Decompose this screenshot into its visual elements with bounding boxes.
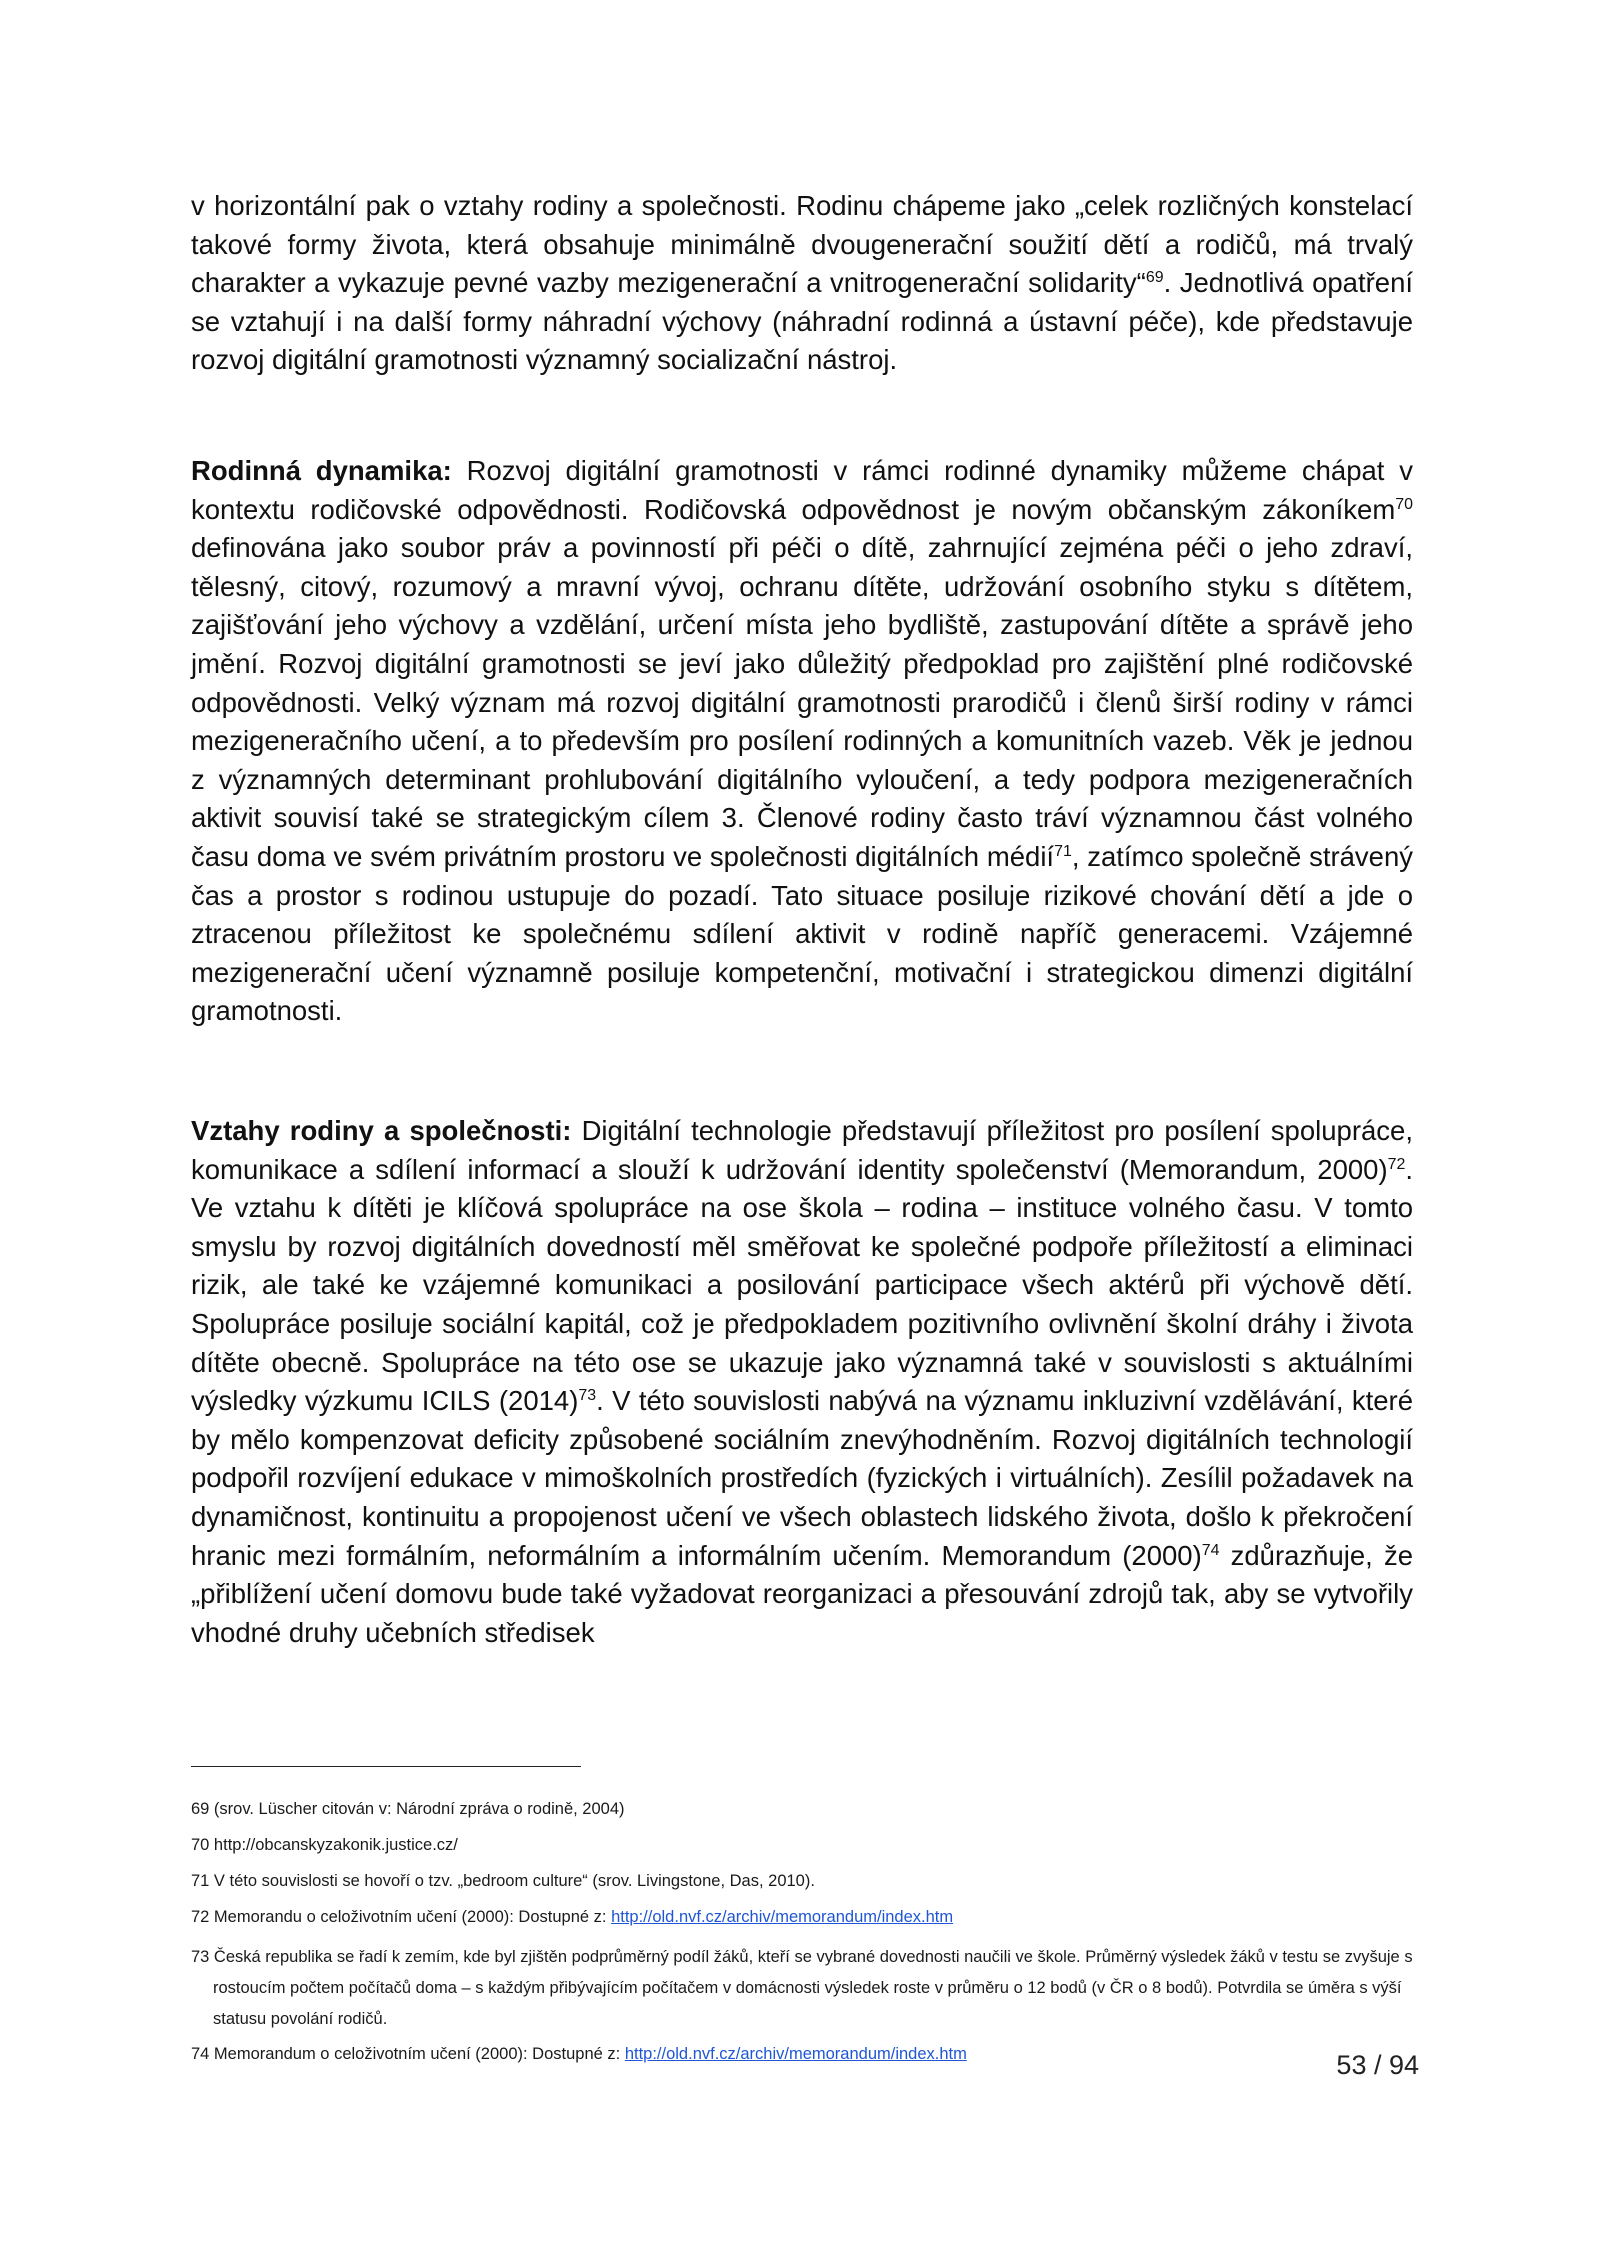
paragraph-text: zdůrazňuje, že „přiblížení učení domovu bude také vyžadovat reorganizaci a přesouvání zdrojů tak, aby se vytvořily vhodné druhy učebních středisek bbox=[191, 1539, 1413, 1648]
footnote-69: 69 (srov. Lüscher citován v: Národní zpráva o rodině, 2004) bbox=[191, 1800, 625, 1818]
footnote-text: 72 Memorandu o celoživotním učení (2000): Dostupné z: bbox=[191, 1908, 612, 1926]
paragraph-text: v horizontální pak o vztahy rodiny a společnosti. Rodinu chápeme jako „celek rozličných konstelací takové formy života, která obsahuje minimálně dvougenerační soužití dětí a rodičů, má trvalý charakter a vykazuje pevné vazby mezigenerační a vnitrogenerační solidarity“ bbox=[191, 190, 1413, 299]
paragraph-text: definována jako soubor práv a povinností při péči o dítě, zahrnující zejména péči o jeho zdraví, tělesný, citový, rozumový a mravní vývoj, ochranu dítěte, udržování osobního styku s dítětem, zajišťování jeho výchovy a vzdělání, určení místa jeho bydliště, zastupování dítěte a správě jeho jmění. Rozvoj digitální gramotnosti se jeví jako důležitý předpoklad pro zajištění plné rodičovské odpovědnosti. Velký význam má rozvoj digitální gramotnosti prarodičů i členů širší rodiny v rámci mezigeneračního učení, a to především pro posílení rodinných a komunitních vazeb. Věk je jednou z významných determinant prohlubování digitálního vyloučení, a tedy podpora mezigeneračních aktivit souvisí také se strategickým cílem 3. Členové rodiny často tráví významnou část volného času doma ve svém privátním prostoru ve společnosti digitálních médií bbox=[191, 532, 1413, 872]
page-number: 53 / 94 bbox=[1336, 2050, 1419, 2080]
footnote-ref-70[interactable]: 70 bbox=[1395, 495, 1413, 513]
footnote-text: 74 Memorandum o celoživotním učení (2000): Dostupné z: bbox=[191, 2045, 625, 2063]
footnote-ref-71[interactable]: 71 bbox=[1054, 843, 1072, 861]
footnote-ref-74[interactable]: 74 bbox=[1201, 1541, 1220, 1559]
footnote-71: 71 V této souvislosti se hovoří o tzv. „bedroom culture“ (srov. Livingstone, Das, 2010). bbox=[191, 1872, 815, 1890]
footnote-ref-69[interactable]: 69 bbox=[1145, 269, 1164, 287]
footnotes-section bbox=[191, 1798, 1413, 2079]
paragraph-family-dynamics bbox=[191, 452, 1413, 1031]
paragraph-text: . V této souvislosti nabývá na významu inkluzivní vzdělávání, které by mělo kompenzovat deficity způsobené sociálním znevýhodněním. Rozvoj digitálních technologií podpořil rozvíjení edukace v mimoškolních prostředích (fyzických i virtuálních). Zesílil požadavek na dynamičnost, kontinuitu a propojenost učení ve všech oblastech lidského života, došlo k překročení hranic mezi formálním, neformálním a informálním učením. Memorandum (2000) bbox=[191, 1385, 1413, 1571]
footnote-72 bbox=[191, 1906, 1413, 1928]
memorandum-link[interactable]: http://old.nvf.cz/archiv/memorandum/index.htm bbox=[624, 2045, 967, 2063]
footnote-ref-73[interactable]: 73 bbox=[578, 1387, 597, 1405]
footnote-separator bbox=[191, 1766, 581, 1767]
paragraph-text: . Ve vztahu k dítěti je klíčová spolupráce na ose škola – rodina – instituce volného času. V tomto smyslu by rozvoj digitálních dovedností měl směřovat ke společné podpoře příležitostí a eliminaci rizik, ale také ke vzájemné komunikaci a posilování participace všech aktérů při výchově dětí. Spolupráce posiluje sociální kapitál, což je předpokladem pozitivního ovlivnění školní dráhy i života dítěte obecně. Spolupráce na této ose se ukazuje jako významná také v souvislosti s aktuálními výsledky výzkumu ICILS (2014) bbox=[191, 1153, 1413, 1417]
paragraph-text: Digitální technologie představují příležitost pro posílení spolupráce, komunikace a sdílení informací a slouží k udržování identity společenství (Memorandum, 2000) bbox=[191, 1115, 1413, 1185]
paragraph-text: , zatímco společně strávený čas a prostor s rodinou ustupuje do pozadí. Tato situace posiluje rizikové chování dětí a jde o ztracenou příležitost ke společnému sdílení aktivit v rodině napříč generacemi. Vzájemné mezigenerační učení významně posiluje kompetenční, motivační i strategickou dimenzi digitální gramotnosti. bbox=[191, 840, 1413, 1027]
paragraph-lead-heading: Vztahy rodiny a společnosti: bbox=[191, 1115, 572, 1146]
footnote-ref-72[interactable]: 72 bbox=[1387, 1155, 1406, 1173]
footnote-73: 73 Česká republika se řadí k zemím, kde byl zjištěn podprůměrný podíl žáků, kteří se vybrané dovednosti naučili ve škole. Průměrný výsledek žáků v testu se zvyšuje s rostoucím počtem počítačů doma – s každým přibývajícím počítačem v domácnosti výsledek roste v průměru o 12 bodů (v ČR o 8 bodů). Potvrdila se úměra s výší statusu povolání rodičů. bbox=[191, 1948, 1413, 2028]
paragraph-lead-heading: Rodinná dynamika: bbox=[191, 455, 452, 486]
paragraph-text: . Jednotlivá opatření se vztahují i na další formy náhradní výchovy (náhradní rodinná a ústavní péče), kde představuje rozvoj digitální gramotnosti významný socializační nástroj. bbox=[191, 267, 1414, 376]
footnote-74 bbox=[191, 2043, 1413, 2065]
footnote-70: 70 http://obcanskyzakonik.justice.cz/ bbox=[191, 1836, 458, 1854]
memorandum-link[interactable]: http://old.nvf.cz/archiv/memorandum/index.htm bbox=[611, 1908, 954, 1926]
paragraph-family-society-relations bbox=[191, 1112, 1413, 1652]
paragraph-text: Rozvoj digitální gramotnosti v rámci rodinné dynamiky můžeme chápat v kontextu rodičovské odpovědnosti. Rodičovská odpovědnost je novým občanským zákoníkem bbox=[191, 455, 1413, 525]
paragraph-family-relations-intro bbox=[191, 187, 1413, 380]
